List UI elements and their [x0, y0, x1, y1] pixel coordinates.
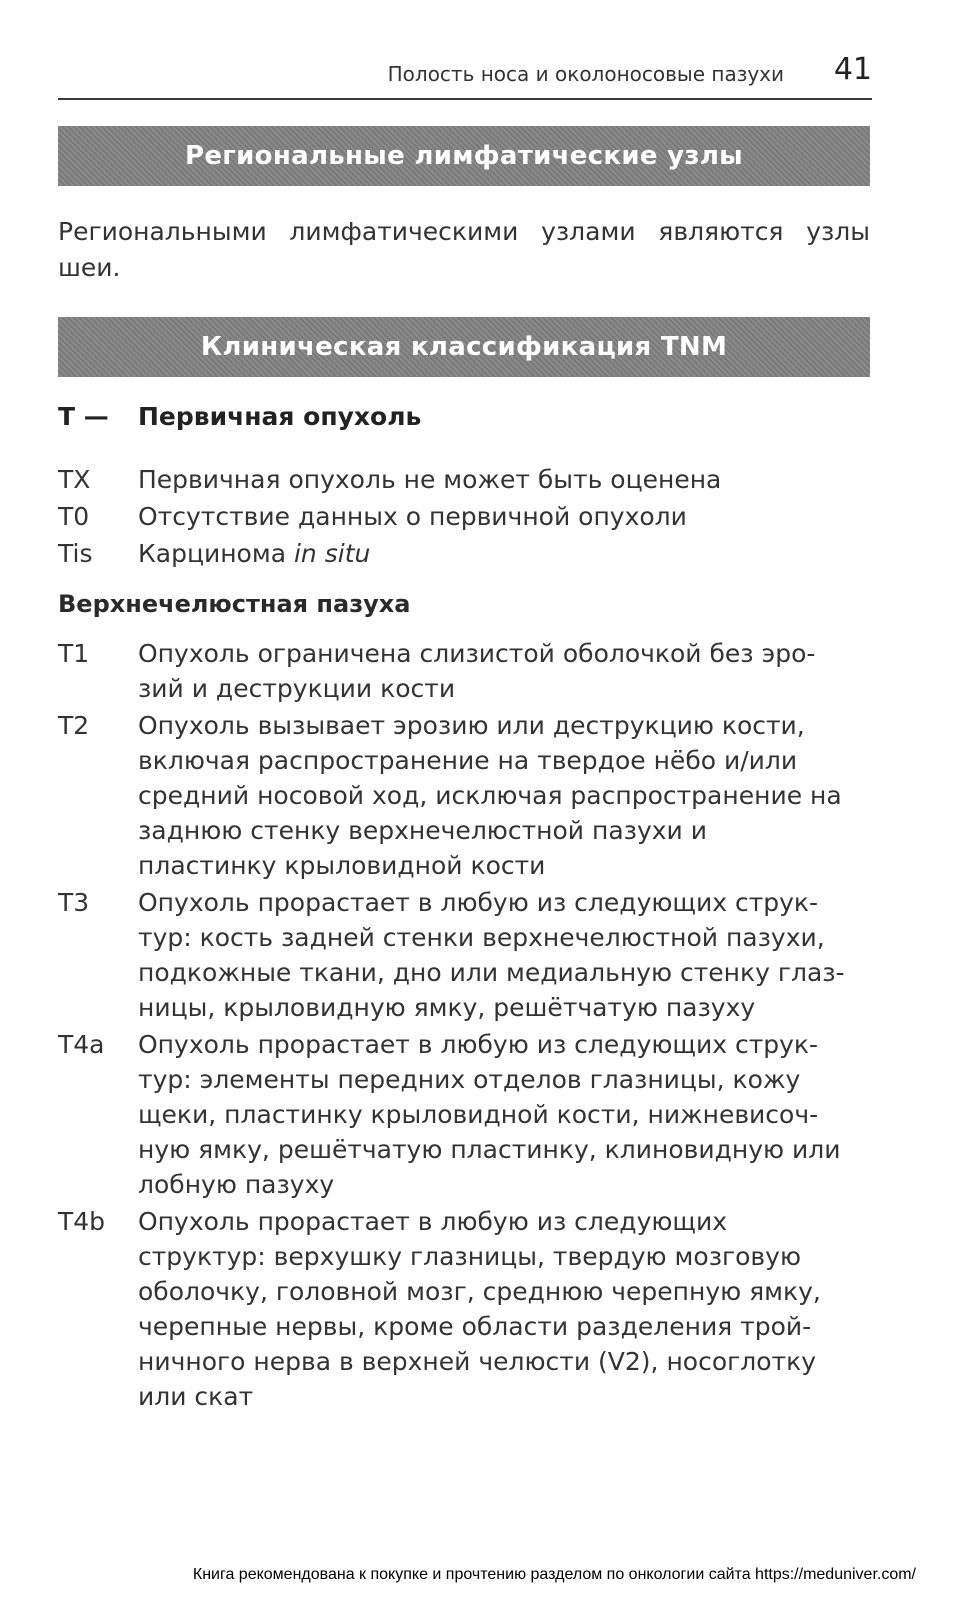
footer-note: Книга рекомендована к покупке и прочтению разделом по онкологии сайта https://meduniver.com/ — [192, 1566, 916, 1583]
item-text: Опухоль прорастает в любую из следующих структур: верхушку глазницы, твердую мозговую оболочку, головной мозг, среднюю черепную ямку, черепные нервы, кроме области разделения трой-ничного нерва в верхней челюсти (V2), носоглотку или скат — [138, 1207, 821, 1411]
primary-tumor-label: Первичная опухоль — [138, 402, 422, 431]
item-code: Tis — [58, 539, 93, 568]
item-code: T4b — [58, 1207, 106, 1236]
section-bar-lymph-nodes — [58, 126, 870, 186]
item-text: Опухоль прорастает в любую из следующих струк-тур: элементы передних отделов глазницы, кожу щеки, пластинку крыловидной кости, нижневисоч-ную ямку, решётчатую пластинку, клиновидную или лобную пазуху — [138, 1030, 841, 1199]
list-item — [58, 885, 870, 1025]
item-text: Карцинома — [138, 539, 294, 568]
item-text: Опухоль прорастает в любую из следующих струк-тур: кость задней стенки верхнечелюстной пазухи, подкожные ткани, дно или медиальную стенку глаз-ницы, крыловидную ямку, решётчатую пазуху — [138, 888, 845, 1022]
list-item — [58, 1204, 870, 1414]
item-code: T1 — [58, 639, 90, 668]
item-text-group — [138, 536, 870, 571]
item-code: T0 — [58, 502, 90, 531]
item-code: T2 — [58, 711, 90, 740]
running-title: Полость носа и околоносовые пазухи — [387, 62, 784, 86]
section-title-tnm: Клиническая классификация TNM — [200, 332, 728, 362]
section-title-lymph-nodes: Региональные лимфатические узлы — [184, 141, 743, 171]
item-code: T4a — [58, 1030, 105, 1059]
page-number: 41 — [833, 52, 872, 87]
item-code: TX — [58, 465, 91, 494]
item-code: T3 — [58, 888, 90, 917]
item-text-italic: in situ — [293, 539, 371, 568]
primary-tumor-heading — [58, 402, 421, 431]
primary-tumor-code: T — — [58, 402, 109, 431]
list-item — [58, 1027, 870, 1202]
list-item — [58, 636, 870, 706]
list-item — [58, 708, 870, 883]
item-text: Опухоль вызывает эрозию или деструкцию кости, включая распространение на твердое нёбо и/или средний носовой ход, исключая распространение на заднюю стенку верхнечелюстной пазухи и пластинку крыловидной кости — [138, 711, 842, 880]
lymph-nodes-paragraph: Региональными лимфатическими узлами являются узлы шеи. — [58, 217, 870, 282]
item-text: Первичная опухоль не может быть оценена — [138, 465, 722, 494]
running-head — [58, 50, 872, 100]
section-bar-tnm — [58, 317, 870, 377]
maxillary-sinus-heading: Верхнечелюстная пазуха — [58, 590, 411, 618]
list-item — [58, 499, 870, 534]
general-t-list — [58, 462, 870, 573]
maxillary-t-list — [58, 636, 870, 1416]
item-text: Опухоль ограничена слизистой оболочкой без эро-зий и деструкции кости — [138, 639, 816, 703]
item-text: Отсутствие данных о первичной опухоли — [138, 502, 687, 531]
list-item — [58, 462, 870, 497]
list-item — [58, 536, 870, 571]
